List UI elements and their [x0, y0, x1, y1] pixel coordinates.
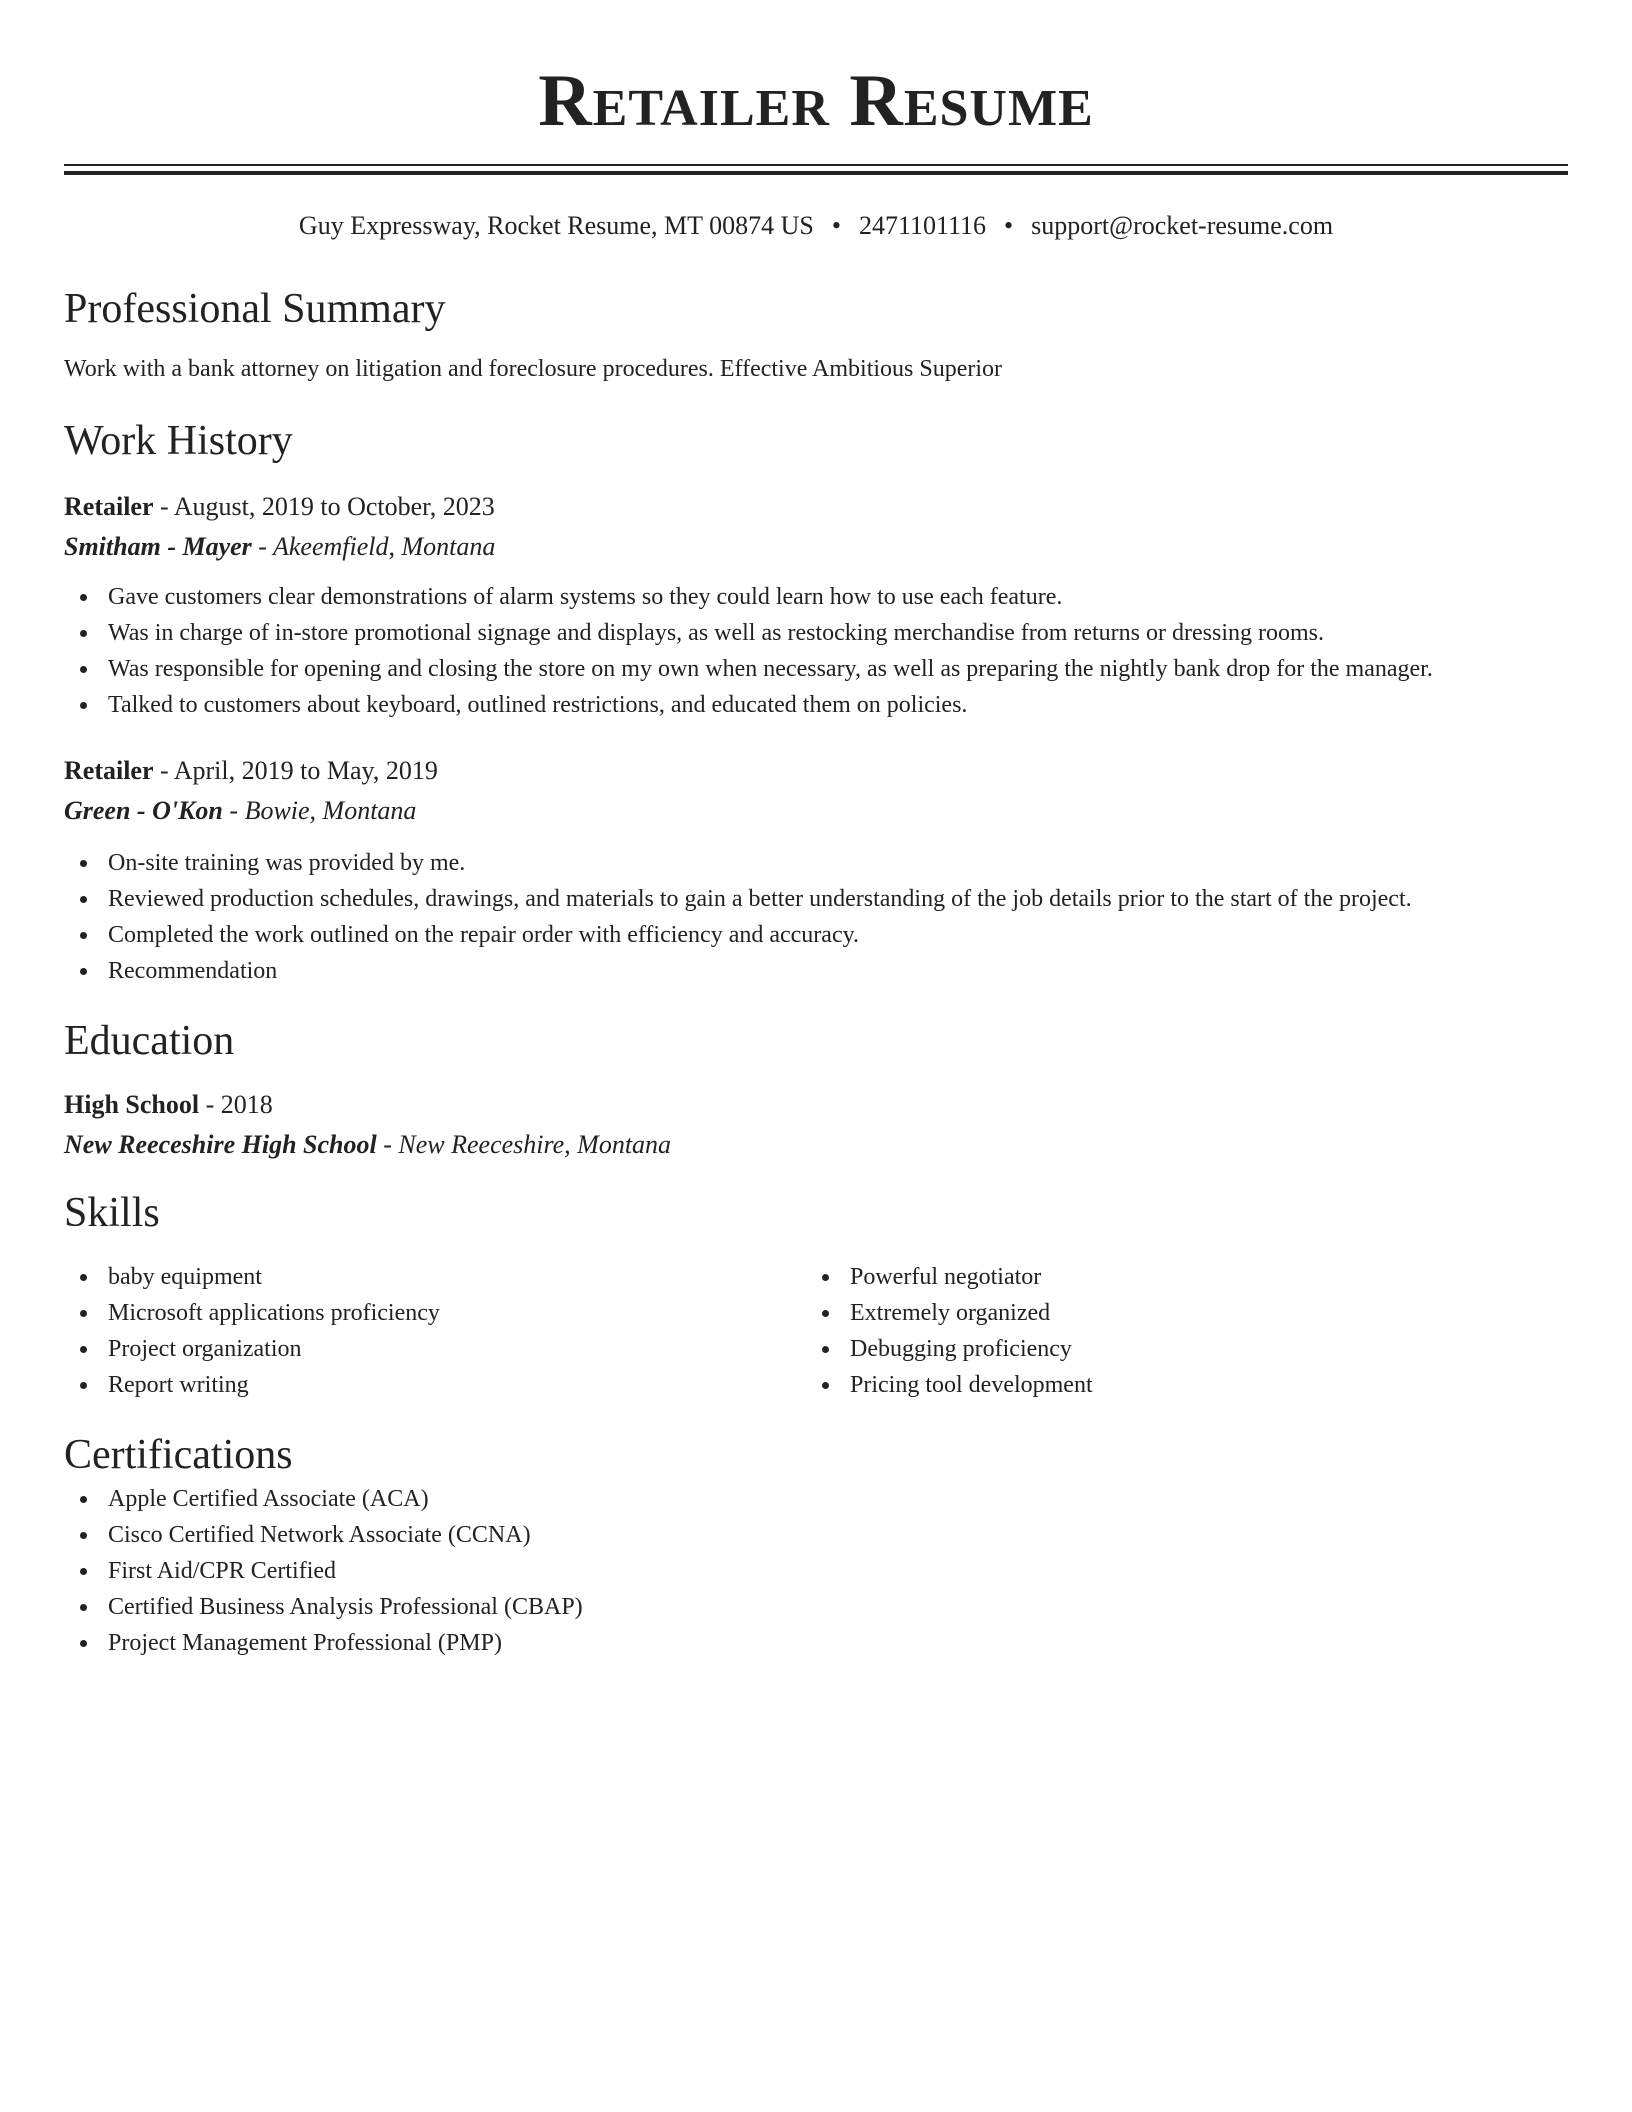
summary-text: Work with a bank attorney on litigation and foreclosure procedures. Effective Ambitious Superior — [64, 356, 1003, 382]
list-item: Cisco Certified Network Associate (CCNA) — [64, 1517, 1568, 1553]
list-item: Project Management Professional (PMP) — [64, 1625, 1568, 1661]
education-heading: Education — [64, 1018, 235, 1064]
education-school-line — [64, 1127, 1568, 1163]
education-degree-line — [64, 1087, 1568, 1123]
list-item: Certified Business Analysis Professional (CBAP) — [64, 1589, 1568, 1625]
list-item: Was responsible for opening and closing the store on my own when necessary, as well as preparing the nightly bank drop for the manager. — [64, 651, 1568, 687]
contact-line — [64, 209, 1568, 243]
list-item: Apple Certified Associate (ACA) — [64, 1481, 1568, 1517]
job-company-line — [64, 529, 1568, 565]
education-degree: High School — [64, 1090, 200, 1119]
list-item: On-site training was provided by me. — [64, 845, 1568, 881]
skills-list — [64, 1259, 806, 1403]
list-item: Recommendation — [64, 953, 1568, 989]
list-item: Extremely organized — [806, 1295, 1548, 1331]
job-role: Retailer — [64, 492, 154, 521]
job-bullets — [64, 579, 1568, 723]
list-item: Microsoft applications proficiency — [64, 1295, 806, 1331]
skills-grid — [64, 1259, 1568, 1403]
contact-separator: • — [831, 211, 841, 240]
skills-column-right — [806, 1259, 1548, 1403]
job-entry — [64, 489, 1568, 723]
list-item: Talked to customers about keyboard, outlined restrictions, and educated them on policies. — [64, 687, 1568, 723]
certifications-list — [64, 1481, 1568, 1661]
job-role: Retailer — [64, 756, 154, 785]
list-item: Project organization — [64, 1331, 806, 1367]
skills-column-left — [64, 1259, 806, 1403]
skills-list — [806, 1259, 1548, 1403]
job-title-line — [64, 489, 1568, 525]
list-item: Report writing — [64, 1367, 806, 1403]
job-dates: - August, 2019 to October, 2023 — [153, 492, 495, 521]
job-entry — [64, 753, 1568, 989]
resume-title: Retailer Resume — [538, 60, 1094, 142]
job-company: Smitham - Mayer — [64, 532, 252, 561]
list-item: Debugging proficiency — [806, 1331, 1548, 1367]
job-title-line — [64, 753, 1568, 789]
job-company: Green - O'Kon — [64, 796, 223, 825]
list-item: Was in charge of in-store promotional signage and displays, as well as restocking merchandise from returns or dressing rooms. — [64, 615, 1568, 651]
list-item: Reviewed production schedules, drawings, and materials to gain a better understanding of the job details prior to the start of the project. — [64, 881, 1568, 917]
list-item: First Aid/CPR Certified — [64, 1553, 1568, 1589]
contact-phone: 2471101116 — [858, 211, 987, 240]
list-item: Gave customers clear demonstrations of alarm systems so they could learn how to use each feature. — [64, 579, 1568, 615]
education-year: - 2018 — [199, 1090, 273, 1119]
contact-address: Guy Expressway, Rocket Resume, MT 00874 US — [298, 211, 814, 240]
summary-heading: Professional Summary — [64, 286, 446, 332]
skills-heading: Skills — [64, 1190, 160, 1236]
list-item: Pricing tool development — [806, 1367, 1548, 1403]
list-item: baby equipment — [64, 1259, 806, 1295]
job-location: - Bowie, Montana — [222, 796, 417, 825]
education-entry — [64, 1087, 1568, 1163]
job-bullets — [64, 845, 1568, 989]
contact-email: support@rocket-resume.com — [1031, 211, 1334, 240]
education-school: New Reeceshire High School — [64, 1130, 377, 1159]
certifications-heading: Certifications — [64, 1432, 293, 1478]
list-item: Completed the work outlined on the repair order with efficiency and accuracy. — [64, 917, 1568, 953]
education-location: - New Reeceshire, Montana — [376, 1130, 672, 1159]
work-history-heading: Work History — [64, 418, 293, 464]
job-location: - Akeemfield, Montana — [251, 532, 496, 561]
job-company-line — [64, 793, 1568, 829]
job-dates: - April, 2019 to May, 2019 — [153, 756, 438, 785]
contact-separator: • — [1004, 211, 1014, 240]
title-divider — [64, 164, 1568, 175]
list-item: Powerful negotiator — [806, 1259, 1548, 1295]
